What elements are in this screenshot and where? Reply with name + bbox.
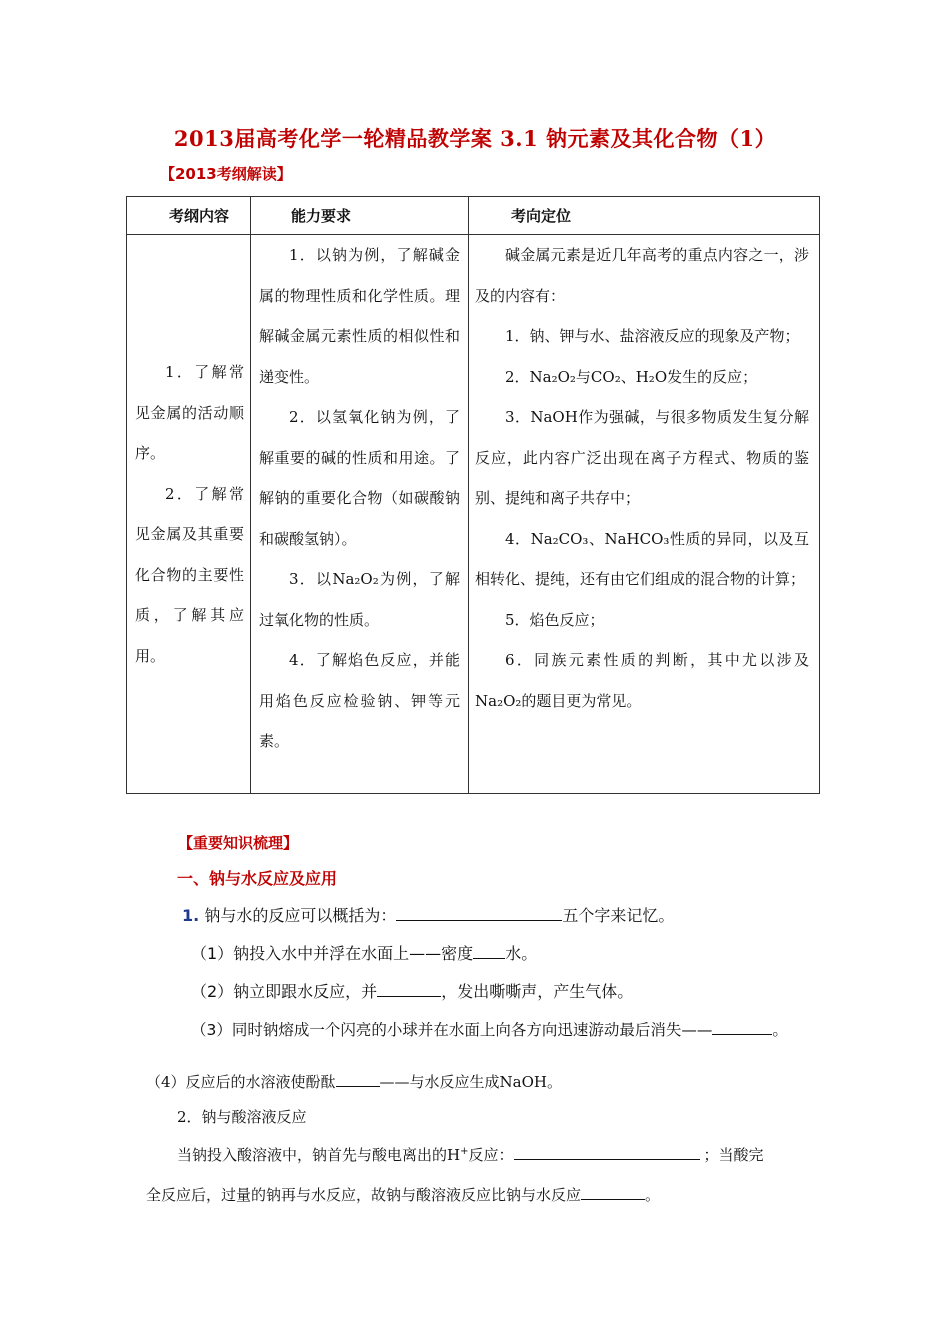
page-title: 2013届高考化学一轮精品教学案 3.1 钠元素及其化合物（1）	[173, 126, 777, 151]
sub3-text-end: 。	[772, 1021, 788, 1039]
direction-intro: 碱金属元素是近几年高考的重点内容之一，涉及的内容有：	[475, 246, 809, 305]
knowledge-label: 【重要知识梳理】	[178, 834, 299, 852]
direction-item-1: 1．钠、钾与水、盐溶液反应的现象及产物；	[505, 327, 800, 345]
sub3-text: （3）同时钠熔成一个闪亮的小球并在水面上向各方向迅速游动最后消失——	[191, 1021, 713, 1039]
sub3-blank[interactable]	[712, 1018, 772, 1035]
para2-text-mid: 反应：	[468, 1146, 514, 1164]
sub2-text-end: ，发出嘶嘶声，产生气体。	[441, 982, 634, 1001]
direction-item-2: 2．Na₂O₂与CO₂、H₂O发生的反应；	[505, 367, 758, 386]
para2-line2	[146, 1183, 660, 1205]
sub1-text-end: 水。	[505, 944, 538, 963]
header-direction: 考向定位	[469, 197, 820, 235]
item1-text: 钠与水的反应可以概括为：	[204, 906, 397, 925]
para2-text-end: ；当酸完	[703, 1146, 764, 1164]
direction-item-6: 6．同族元素性质的判断，其中尤以涉及Na₂O₂的题目更为常见。	[475, 651, 809, 710]
para2-line2-end: 。	[645, 1186, 661, 1204]
ability-item-4: 4．了解焰色反应，并能用焰色反应检验钠、钾等元素。	[259, 651, 460, 750]
sub4-blank[interactable]	[336, 1070, 380, 1087]
cell-content	[127, 235, 251, 794]
outline-label: 【2013考纲解读】	[160, 165, 292, 183]
direction-item-4: 4．Na₂CO₃、NaHCO₃性质的异同，以及互相转化、提纯，还有由它们组成的混合物的计算；	[475, 529, 809, 588]
item1-blank[interactable]	[396, 904, 562, 921]
sub2-text: （2）钠立即跟水反应，并	[191, 982, 378, 1001]
ability-item-2: 2．以氢氧化钠为例，了解重要的碱的性质和用途。了解钠的重要化合物（如碳酸钠和碳酸氢钠）。	[259, 408, 460, 548]
sub1-blank[interactable]	[473, 942, 505, 959]
sub4-text-end: ——与水反应生成NaOH。	[379, 1073, 562, 1091]
sub4-text: （4）反应后的水溶液使酚酞	[146, 1073, 336, 1091]
para2-text: 当钠投入酸溶液中，钠首先与酸电离出的H	[177, 1146, 461, 1164]
sub2-line	[191, 979, 633, 1002]
header-ability: 能力要求	[251, 197, 469, 235]
content-item-2: 2．了解常见金属及其重要化合物的主要性质，了解其应用。	[135, 484, 244, 665]
para2-blank2[interactable]	[581, 1183, 645, 1200]
ability-item-3: 3．以Na₂O₂为例，了解过氧化物的性质。	[259, 570, 460, 629]
item1-number: 1.	[182, 906, 200, 925]
direction-item-3: 3．NaOH作为强碱，与很多物质发生复分解反应，此内容广泛出现在离子方程式、物质的鉴别、提纯和离子共存中；	[475, 408, 809, 507]
item2-heading: 2．钠与酸溶液反应	[177, 1108, 307, 1126]
cell-ability	[251, 235, 469, 794]
cell-direction	[469, 235, 820, 794]
item1-text-end: 五个字来记忆。	[562, 906, 675, 925]
content-item-1: 1．了解常见金属的活动顺序。	[135, 363, 244, 462]
sub4-line	[146, 1070, 562, 1092]
outline-table	[126, 196, 820, 794]
h-plus-superscript: +	[460, 1146, 469, 1157]
sub1-line	[191, 941, 537, 964]
para2-line2-text: 全反应后，过量的钠再与水反应，故钠与酸溶液反应比钠与水反应	[146, 1186, 582, 1204]
sub1-text: （1）钠投入水中并浮在水面上——密度	[191, 944, 474, 963]
sub3-line	[191, 1018, 788, 1040]
item1-line	[182, 903, 674, 926]
header-content: 考纲内容	[127, 197, 251, 235]
sub2-blank[interactable]	[377, 980, 441, 997]
para2-blank1[interactable]	[514, 1143, 700, 1160]
section1-title: 一、钠与水反应及应用	[177, 869, 338, 888]
ability-item-1: 1．以钠为例，了解碱金属的物理性质和化学性质。理解碱金属元素性质的相似性和递变性。	[259, 246, 460, 386]
direction-item-5: 5．焰色反应；	[505, 610, 605, 629]
para2-line1	[177, 1143, 764, 1165]
